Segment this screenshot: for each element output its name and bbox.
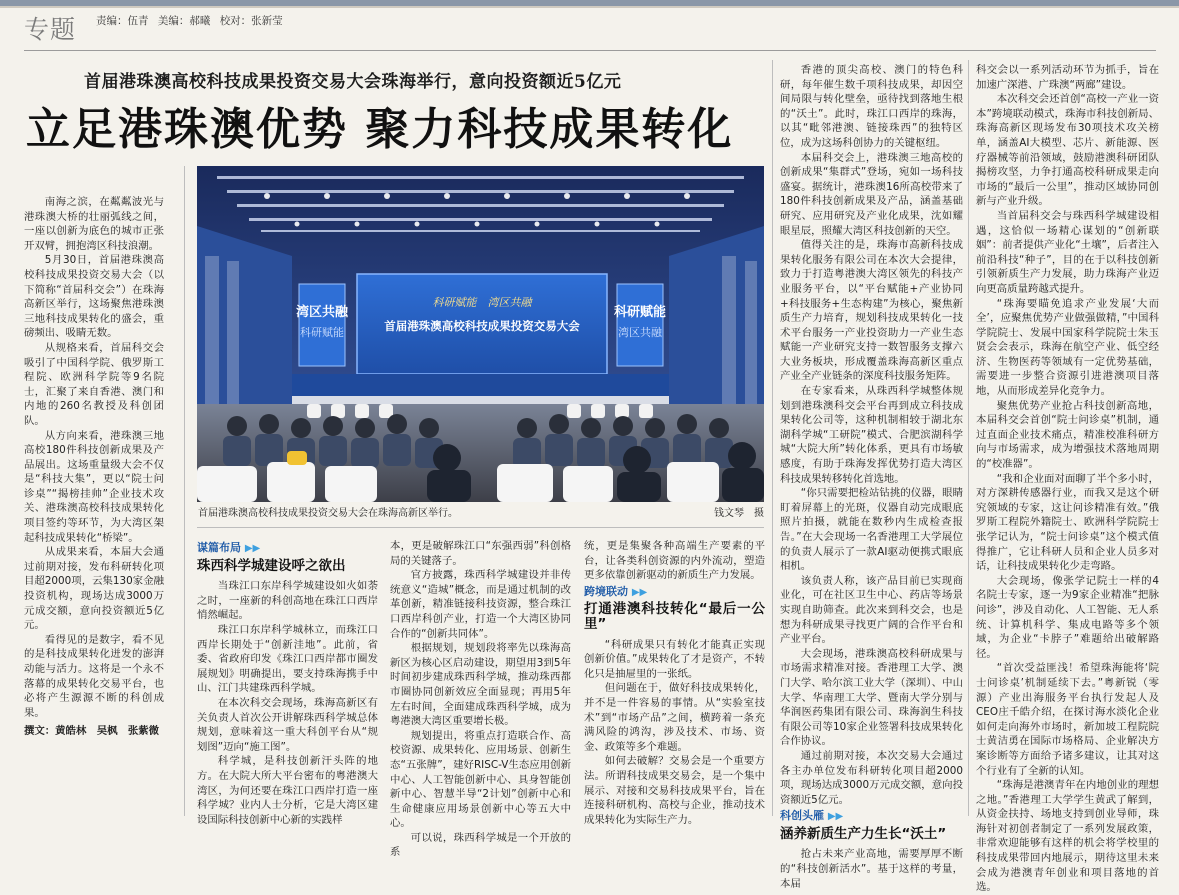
article-paragraph: “珠海要瞄免追求产业发展‘大而全’，应聚焦优势产业做强做精，”中国科学院院士、发展中国家科学院院士朱玉贤会会表示，珠海在航空产业、低空经济、生物医药等领域有一定优势基础，需要进一步整合资源引进港澳项目落地，从而形成差异化竞争力。 <box>976 297 1159 398</box>
article-2-title: 打通港澳科技转化“最后一公里” <box>584 601 765 632</box>
article-paragraph: “你只需要把检站钻挑的仪器，眼睛盯着屏幕上的光斑，仪器自动完成眼底照片拍摄，就能在数秒内生成检查报告。”在大会现场一名香港理工大学展位的负责人展示了一款AI驱动便携式眼底相机。 <box>780 487 963 573</box>
article-paragraph: 大会现场，像张学记院士一样的4名院士专家，逐一为9家企业精准“把脉问诊”，涉及自动化、人工智能、无人系统、计算机科学、集成电路等多个领域，为企业“卡脖子”难题给出破解路径。 <box>976 574 1159 660</box>
article-paragraph: 抢占未来产业高地，需要厚厚不断的“科技创新活水”。基于这样的考量，本届 <box>780 848 963 890</box>
article-2-kicker <box>584 585 765 601</box>
article-paragraph: 科学城，是科技创新汗头阵的地方。在大院大所大平台密布的粤港澳大湾区，为何还要在珠江口西岸打造一座科学城？业内人士分析，它是大湾区建设国际科技创新中心新的实践样 <box>197 755 378 826</box>
article-1-kicker <box>197 541 378 557</box>
article-paragraph: 本次科交会还首创“高校一产业一资本”跨境联动模式，珠海市科技创新局、珠海高新区现场发布30项技术攻关榜单，涵盖AI大模型、芯片、新能源、医疗器械等前沿领域，鼓励港澳科研团队揭榜攻坚，力争打通高校科研成果走向市场的“最后一公里”，推动区域协同创新与产业升级。 <box>976 93 1159 208</box>
photo-caption: 首届港珠澳高校科技成果投资交易大会在珠海高新区举行。 <box>198 508 458 519</box>
article-paragraph: 规划提出，将重点打造联合作、高校资源、成果转化、应用场景、创新生态“五张牌”，建好RISC-V生态应用创新中心、人工智能创新中心、具身智能创新中心、智慧半导“2计划”创新中心和生命健康应用场景创新中心等五大中心。 <box>390 729 571 830</box>
article-paragraph: 聚焦优势产业抢占科技创新高地，本届科交会首创“院士问诊桌”机制，通过直面企业技术痛点，精准校准科研方向与市场需求，成为增强技术落地周期的“校准器”。 <box>976 399 1159 471</box>
article-paragraph: 但问题在于，做好科技成果转化，并不是一件容易的事情。从“实验室技术”到“市场产品”之间，横跨着一条充满风险的鸿沟，涉及技术、市场、资金、政策等多个难题。 <box>584 682 765 753</box>
arrow-right-icon: ▶▶ <box>244 543 261 554</box>
lead-paragraph: 看得见的是数字，看不见的是科技成果转化迸发的澎湃动能与活力。这将是一个永不落幕的成果转化交易平台，也必将产生源源不断的科创成果。 <box>24 633 164 719</box>
main-headline: 立足港珠澳优势 聚力科技成果转化 <box>26 104 734 155</box>
right-column-2 <box>976 63 1159 894</box>
article-1-title: 珠西科学城建设呼之欲出 <box>197 557 346 574</box>
photo-credit: 钱文琴 摄 <box>714 508 764 519</box>
article-paragraph: 大会现场，港珠澳高校科研成果与市场需求精准对接。香港理工大学、澳门大学、哈尔滨工业大学（深圳）、中山大学、华南理工大学、暨南大学分别与华润医药集团有限公司、珠海润生科技有限公司等10家企业签署科技成果转化合作协议。 <box>780 647 963 748</box>
sub-headline: 首届港珠澳高校科技成果投资交易大会珠海举行，意向投资额近5亿元 <box>84 72 622 92</box>
article-paragraph: “科研成果只有转化才能真正实现创新价值。”成果转化了才是资产，不转化只是抽屉里的一张纸。 <box>584 638 765 680</box>
credit-proofreader: 校对：张新莹 <box>219 15 283 27</box>
lead-paragraph: 从规格来看，首届科交会吸引了中国科学院、俄罗斯工程院、欧洲科学院等9名院士，汇聚了来自香港、澳门和内地的260名教授及科创团队。 <box>24 341 164 427</box>
article-paragraph: 在专家看来，从珠西科学城整体规划到港珠澳科交会平台再到成立科技成果转化公司等，这种机制相较于湖北东湖科学城“工研院”模式、合肥滨湖科学城“大院大所”转化体系，更具有市场敏感度，有助于珠海发挥优势打造大湾区科技成果转移转化首选地。 <box>780 385 963 485</box>
article-paragraph: 如何去破解？交易会是一个重要方法。所谓科技成果交易会，是一个集中展示、对接和交易科技成果平台，旨在连接科研机构、高校与企业，推动技术成果转化为实际生产力。 <box>584 755 765 826</box>
banner-left-text: 湾区共融 <box>295 305 349 320</box>
article-paragraph: 当珠江口东岸科学城建设如火如荼之时，一座新的科创高地在珠江口西岸悄然崛起。 <box>197 580 378 622</box>
column-divider <box>968 60 969 816</box>
article-paragraph: 根据规划，规划段将率先以珠海高新区为核心区启动建设，期望用3到5年时间初步建成珠西科学城，推动珠西都市圈协同创新效应全面显现；再用5年左右时间，全面建成珠西科学城，成为粤港澳大湾区重要增长极。 <box>390 642 571 728</box>
article-paragraph: 本，更是破解珠江口“东强西弱”科创格局的关键落子。 <box>390 540 571 567</box>
article-paragraph: “珠海是港澳青年在内地创业的理想之地。”香港理工大学学生黄武了解到，从资金扶持、场地支持到创业导师，珠海针对初创者制定了一系列发展政策，非常欢迎能够有这样的机会将学校里的科技成果带回内地展示，期待这里未来会成为港澳青年创业和项目落地的首选。 <box>976 779 1159 894</box>
credit-designer: 美编：郝曦 <box>157 15 211 27</box>
byline: 撰文：黄皓林 吴枫 张紫微 <box>24 725 160 738</box>
article-paragraph: “我和企业面对面聊了半个多小时，对方深耕传感器行业，而我又是这个研究领域的专家，这让问诊精准有效。”俄罗斯工程院外籍院士、欧洲科学院院士张学记认为，“院士问诊桌”这个模式值得推广，它让科研人员和企业人员多对话，让科技成果转化少走弯路。 <box>976 472 1159 573</box>
conference-hall-illustration <box>197 166 764 502</box>
screen-slogan: 科研赋能 湾区共融 <box>432 296 532 309</box>
lead-paragraph: 从成果来看，本届大会通过前期对接，发布科研转化项目超2000项，云集130家金融投资机构，现场达成3000万元成交额，意向投资额近5亿元。 <box>24 546 164 632</box>
arrow-right-icon: ▶▶ <box>631 586 648 598</box>
header-rule <box>24 50 1156 51</box>
photo-caption-row <box>198 504 764 519</box>
article-paragraph: 可以说，珠西科学城是一个开放的系 <box>390 831 571 859</box>
editor-credits <box>96 13 289 28</box>
lead-paragraph: 南海之滨，在粼粼波光与港珠澳大桥的壮丽弧线之间，一座以创新为底色的城市正张开双臂，拥抱湾区科技浪潮。 <box>24 196 164 252</box>
article-paragraph: 值得关注的是，珠海市高新科技成果转化服务有限公司在本次大会提律，致力于打造粤港澳大湾区领先的科技产业服务平台，以“平台赋能+产业协同+科技服务+生态构建”为核心，聚焦新质生产力培育，规划科技成果转化一技术平台服务一产业投资助力一产业生态赋能一产业研究支持一数智服务支撑六大业务板块，形成覆盖珠海高新区重点产业全产业链条的深度科技服务矩阵。 <box>780 239 963 383</box>
article-paragraph: 香港的顶尖高校、澳门的特色科研，每年催生数千项科技成果，却因空间局限与转化壁垒，亟待找到落地生根的“沃土”。此时，珠江口西岸的珠海，以其“毗邻港澳、链接珠西”的独特区位，成为这场科创协力的关键枢纽。 <box>780 64 963 149</box>
section-label: 专题 <box>24 15 77 44</box>
article-2-column <box>584 539 765 826</box>
screen-title: 首届港珠澳高校科技成果投资交易大会 <box>384 319 580 333</box>
arrow-right-icon: ▶▶ <box>827 811 844 823</box>
lead-paragraph: 从方向来看，港珠澳三地高校180件科技创新成果及产品展出。这场重量级大会不仅是“科技大集”，更以“院士问诊桌”“揭榜挂帅”企业技术攻关、港珠澳高校科技成果转化项目签约等环节，为大湾区架起科技成果转化“桥梁”。 <box>24 429 164 544</box>
banner-left-text-2: 科研赋能 <box>300 326 344 339</box>
kicker-text: 谋篇布局 <box>197 541 241 554</box>
article-3-kicker <box>780 809 963 825</box>
lead-column <box>24 195 164 738</box>
column-divider <box>184 166 185 816</box>
article-1-column-2 <box>390 539 571 859</box>
photo-divider <box>197 527 764 528</box>
conference-photo <box>197 166 764 502</box>
article-paragraph: 在本次科交会现场，珠海高新区有关负责人首次公开讲解珠西科学城总体规划，意味着这一重大科创平台从“规划图”迈向“施工图”。 <box>197 696 378 753</box>
article-paragraph: 该负责人称，该产品目前已实现商业化，可在社区卫生中心、药店等场景实现自助筛查。此次来到科交会，也是想为科研成果寻找更广阔的合作平台和产业平台。 <box>780 574 963 646</box>
article-paragraph: 当首届科交会与珠西科学城建设相遇，这恰似一场精心谋划的“创新联姻”：前者提供产业化“土壤”，后者注入前沿科技“种子”，目的在于以科技创新引领新质生产力发展，助力珠海产业迈向更高质量跨越式提升。 <box>976 209 1159 295</box>
article-3-title: 涵养新质生产力生长“沃土” <box>780 825 947 842</box>
kicker-text: 科创头雁 <box>780 809 824 823</box>
credit-editor: 责编：伍青 <box>96 15 149 27</box>
article-1-column-1 <box>197 539 378 826</box>
article-paragraph: 科交会以一系列活动环节为抓手，旨在加速广深港、广珠澳“两廊”建设。 <box>976 64 1159 91</box>
article-paragraph: 通过前期对接，本次交易大会通过各主办单位发布科研转化项目超2000项，现场达成3000万元成交额，意向投资额近5亿元。 <box>780 749 963 806</box>
column-divider <box>772 60 773 816</box>
article-paragraph: “首次受益匪浅！希望珠海能将‘院士问诊桌’机制延续下去。”粤新锐（零源）产业出海服务平台执行发起人及CEO庄千皓介绍，在探讨海水淡化企业如何走向海外市场时，新加坡工程院院士黄洁勇在国际市场格局、企业解决方案诊断等方面给予诸多建议，让其对这个行业有了全新的认知。 <box>976 662 1159 777</box>
top-strip-shadow <box>0 6 1179 8</box>
article-paragraph: 官方披露，珠西科学城建设并非传统意义“造城”概念，而是通过机制的改革创新，精准链接科技资源，整合珠江口西岸科创产业，打造一个大湾区协同合作的“创新共同体”。 <box>390 569 571 640</box>
kicker-text: 跨境联动 <box>584 584 628 598</box>
banner-right-text-2: 湾区共融 <box>618 326 662 339</box>
article-paragraph: 统，更是集聚各种高端生产要素的平台，让各类科创资源的内外流动，塑造更多依靠创新驱动的新质生产力发展。 <box>584 540 765 582</box>
article-paragraph: 本届科交会上，港珠澳三地高校的创新成果“集群式”登场，宛如一场科技盛宴。据统计，港珠澳16所高校带来了180件科技创新成果及产品，涵盖基础研究、应用研究及产业化成果，沈如耀眼星辰，照耀大湾区科技创新的天空。 <box>780 151 963 237</box>
lead-paragraph: 5月30日，首届港珠澳高校科技成果投资交易大会（以下简称“首届科交会”）在珠海高新区举行，这场聚焦港珠澳三地科技成果转化的盛会，重磅频出、吸睛无数。 <box>24 254 164 340</box>
right-column-1 <box>780 63 963 890</box>
banner-right-text: 科研赋能 <box>613 305 667 320</box>
article-paragraph: 珠江口东岸科学城林立，而珠江口西岸长期处于“创新洼地”。此前，省委、省政府印发《珠江口西岸都市圈发展规划》明确提出，要支持珠海携手中山、江门共建珠西科学城。 <box>197 623 378 695</box>
